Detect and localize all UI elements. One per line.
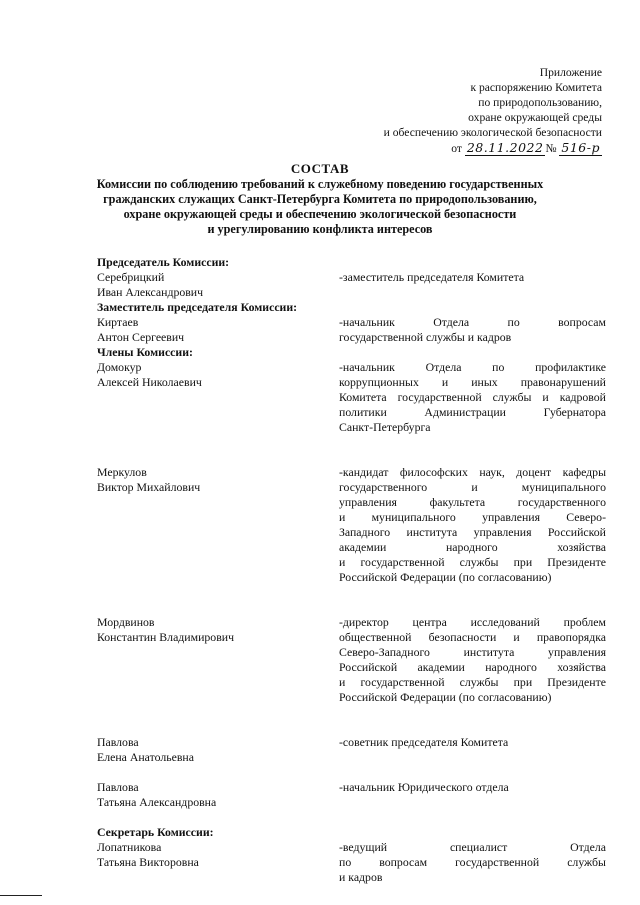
title-main: СОСТАВ [290, 161, 350, 176]
member-row [97, 360, 606, 435]
member-given-name: Елена Анатольевна [97, 750, 194, 764]
position-line: Северо-Западного института управления [339, 645, 606, 659]
number-prefix: № [545, 142, 557, 155]
position-line: академии народного хозяйства [339, 540, 606, 554]
title-line: гражданских служащих Санкт-Петербурга Комитета по природопользованию, [103, 192, 537, 206]
title-line: Комиссии по соблюдению требований к служебному поведению государственных [96, 177, 544, 191]
position-line: и муниципального управления Северо- [339, 510, 606, 524]
document-title [60, 161, 580, 237]
member-given-name: Иван Александрович [97, 285, 204, 299]
order-date-number [302, 140, 602, 156]
position-line: -кандидат философских наук, доцент кафедры [339, 465, 606, 479]
member-name [97, 465, 337, 585]
member-given-name: Виктор Михайлович [97, 480, 201, 494]
position-line: государственной службы и кадров [339, 330, 512, 344]
member-row [97, 465, 606, 585]
position-line: -советник председателя Комитета [339, 735, 509, 749]
position-line: Российской Федерации (по согласованию) [339, 570, 552, 584]
member-surname: Домокур [97, 360, 142, 374]
footer-rule [0, 895, 42, 896]
appendix-line: Приложение [539, 66, 602, 79]
position-line: управления факультета государственного [339, 495, 606, 509]
position-line: -ведущий специалист Отдела [339, 840, 606, 854]
secretary-heading: Секретарь Комиссии: [97, 825, 214, 839]
position-line: Западного института управления Российской [339, 525, 606, 539]
deputy-heading: Заместитель председателя Комиссии: [97, 300, 298, 314]
position-line: Санкт-Петербурга [339, 420, 431, 434]
member-row [97, 780, 606, 810]
member-surname: Лопатникова [97, 840, 162, 854]
position-line: и государственной службы при Президенте [339, 555, 606, 569]
member-name [97, 360, 337, 435]
position-line: Комитета государственной службы и кадровой [339, 390, 606, 404]
member-row [97, 615, 606, 705]
position-line: Российской Федерации (по согласованию) [339, 690, 552, 704]
position-line: и кадров [339, 870, 383, 884]
position-line: -начальник Юридического отдела [339, 780, 509, 794]
member-given-name: Антон Сергеевич [97, 330, 185, 344]
member-position [339, 270, 606, 300]
member-surname: Серебрицкий [97, 270, 165, 284]
member-surname: Павлова [97, 735, 139, 749]
position-line: по вопросам государственной службы [339, 855, 606, 869]
order-number: 516-р [561, 140, 600, 155]
member-surname: Павлова [97, 780, 139, 794]
member-given-name: Константин Владимирович [97, 630, 235, 644]
order-date: 28.11.2022 [466, 140, 544, 155]
member-position [339, 735, 606, 765]
member-name [97, 315, 337, 345]
member-surname: Меркулов [97, 465, 147, 479]
position-line: -начальник Отдела по профилактике [339, 360, 606, 374]
member-given-name: Алексей Николаевич [97, 375, 202, 389]
position-line: -начальник Отдела по вопросам [339, 315, 606, 329]
position-line: Российской академии народного хозяйства [339, 660, 606, 674]
appendix-line: охране окружающей среды [468, 111, 602, 124]
member-position [339, 465, 606, 585]
position-line: общественной безопасности и правопорядка [339, 630, 606, 644]
title-line: и урегулированию конфликта интересов [207, 222, 433, 236]
members-heading: Члены Комиссии: [97, 345, 193, 359]
member-position [339, 840, 606, 885]
member-name [97, 270, 337, 300]
member-name [97, 840, 337, 885]
member-position [339, 780, 606, 810]
chair-heading: Председатель Комиссии: [97, 255, 230, 269]
member-row [97, 315, 606, 345]
position-line: -заместитель председателя Комитета [339, 270, 525, 284]
member-surname: Мордвинов [97, 615, 155, 629]
position-line: политики Администрации Губернатора [339, 405, 606, 419]
appendix-line: к распоряжению Комитета [470, 81, 602, 94]
position-line: государственного и муниципального [339, 480, 606, 494]
member-row [97, 840, 606, 885]
member-position [339, 315, 606, 345]
member-row [97, 735, 606, 765]
member-name [97, 780, 337, 810]
position-line: и государственной службы при Президенте [339, 675, 606, 689]
member-given-name: Татьяна Александровна [97, 795, 217, 809]
commission-members [97, 255, 606, 885]
member-position [339, 360, 606, 435]
position-line: коррупционных и иных правонарушений [339, 375, 606, 389]
member-surname: Киртаев [97, 315, 139, 329]
appendix-block [302, 65, 602, 156]
appendix-line: по природопользованию, [478, 96, 602, 109]
member-name [97, 615, 337, 705]
position-line: -директор центра исследований проблем [339, 615, 606, 629]
member-name [97, 735, 337, 765]
member-position [339, 615, 606, 705]
title-line: охране окружающей среды и обеспечению экологической безопасности [123, 207, 517, 221]
date-prefix: от [451, 142, 462, 155]
appendix-line: и обеспечению экологической безопасности [383, 126, 602, 139]
member-row [97, 270, 606, 300]
member-given-name: Татьяна Викторовна [97, 855, 199, 869]
